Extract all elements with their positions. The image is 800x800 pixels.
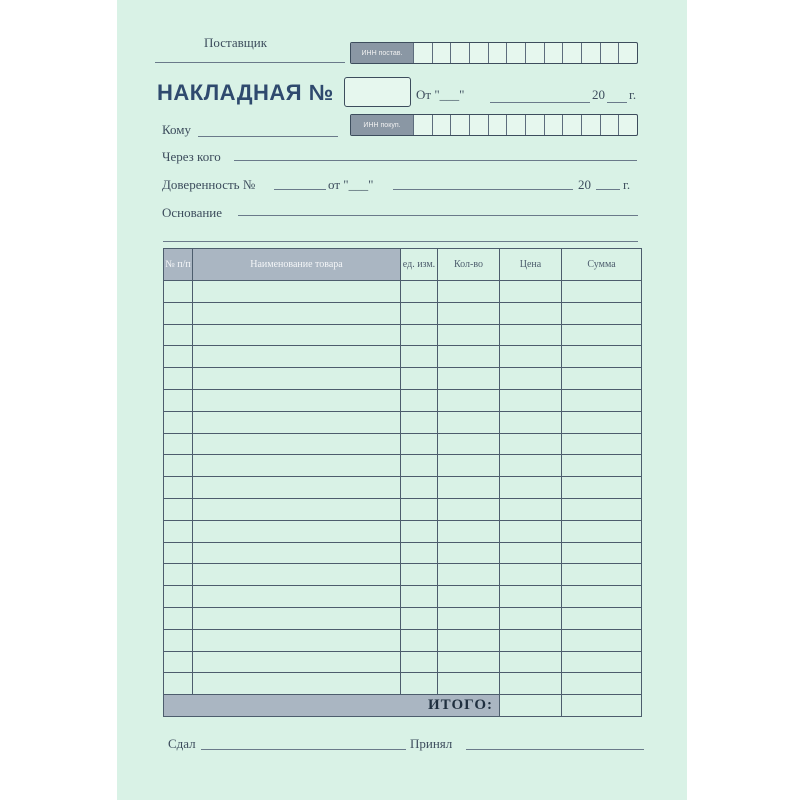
cell-quantity[interactable] xyxy=(438,346,500,368)
proxy-number-line[interactable] xyxy=(274,189,326,190)
cell-product[interactable] xyxy=(193,411,401,433)
cell-number[interactable] xyxy=(164,520,193,542)
cell-price[interactable] xyxy=(500,281,562,303)
cell-price[interactable] xyxy=(500,498,562,520)
date-month-line[interactable] xyxy=(490,102,590,103)
table-row xyxy=(164,477,642,499)
cell-unit[interactable] xyxy=(401,564,438,586)
cell-unit[interactable] xyxy=(401,324,438,346)
table-row xyxy=(164,411,642,433)
cell-unit[interactable] xyxy=(401,607,438,629)
cell-price[interactable] xyxy=(500,368,562,390)
cell-number[interactable] xyxy=(164,302,193,324)
cell-price[interactable] xyxy=(500,302,562,324)
basis-label: Основание xyxy=(162,205,223,220)
cell-product[interactable] xyxy=(193,498,401,520)
cell-price[interactable] xyxy=(500,346,562,368)
cell-product[interactable] xyxy=(193,455,401,477)
table-row xyxy=(164,564,642,586)
cell-quantity[interactable] xyxy=(438,498,500,520)
cell-product[interactable] xyxy=(193,346,401,368)
cell-sum[interactable] xyxy=(562,324,642,346)
invoice-number-field[interactable] xyxy=(344,77,411,107)
cell-unit[interactable] xyxy=(401,542,438,564)
cell-unit[interactable] xyxy=(401,673,438,695)
table-row xyxy=(164,324,642,346)
cell-number[interactable] xyxy=(164,607,193,629)
proxy-year-line[interactable] xyxy=(596,189,620,190)
cell-quantity[interactable] xyxy=(438,477,500,499)
cell-product[interactable] xyxy=(193,629,401,651)
cell-number[interactable] xyxy=(164,455,193,477)
cell-quantity[interactable] xyxy=(438,607,500,629)
cell-quantity[interactable] xyxy=(438,324,500,346)
inn-supplier-field[interactable] xyxy=(350,42,638,64)
cell-product[interactable] xyxy=(193,433,401,455)
cell-sum[interactable] xyxy=(562,411,642,433)
cell-unit[interactable] xyxy=(401,477,438,499)
basis-line-2[interactable] xyxy=(163,241,638,242)
total-sum-cell[interactable] xyxy=(562,695,642,717)
table-row xyxy=(164,586,642,608)
basis-line[interactable] xyxy=(238,215,638,216)
year-label: 20 xyxy=(592,87,605,102)
cell-price[interactable] xyxy=(500,455,562,477)
supplier-label: Поставщик xyxy=(204,35,268,50)
cell-product[interactable] xyxy=(193,607,401,629)
cell-unit[interactable] xyxy=(401,520,438,542)
cell-sum[interactable] xyxy=(562,368,642,390)
cell-quantity[interactable] xyxy=(438,411,500,433)
cell-product[interactable] xyxy=(193,542,401,564)
cell-unit[interactable] xyxy=(401,455,438,477)
cell-number[interactable] xyxy=(164,498,193,520)
supplier-line[interactable] xyxy=(155,62,345,63)
cell-number[interactable] xyxy=(164,346,193,368)
cell-price[interactable] xyxy=(500,673,562,695)
cell-quantity[interactable] xyxy=(438,520,500,542)
cell-quantity[interactable] xyxy=(438,302,500,324)
total-label: ИТОГО: xyxy=(164,695,500,717)
cell-sum[interactable] xyxy=(562,389,642,411)
proxy-from-label: от "___" xyxy=(328,177,374,192)
cell-sum[interactable] xyxy=(562,673,642,695)
table-row xyxy=(164,673,642,695)
via-line[interactable] xyxy=(234,160,637,161)
cell-product[interactable] xyxy=(193,651,401,673)
cell-product[interactable] xyxy=(193,302,401,324)
cell-quantity[interactable] xyxy=(438,542,500,564)
cell-price[interactable] xyxy=(500,564,562,586)
table-row xyxy=(164,433,642,455)
cell-product[interactable] xyxy=(193,281,401,303)
table-total-row xyxy=(164,695,642,717)
to-label: Кому xyxy=(162,122,192,137)
cell-price[interactable] xyxy=(500,542,562,564)
table-row xyxy=(164,629,642,651)
table-row xyxy=(164,651,642,673)
document-title: НАКЛАДНАЯ № xyxy=(157,80,334,105)
cell-quantity[interactable] xyxy=(438,368,500,390)
cell-unit[interactable] xyxy=(401,302,438,324)
cell-price[interactable] xyxy=(500,433,562,455)
table-row xyxy=(164,389,642,411)
inn-buyer-field[interactable] xyxy=(350,114,638,136)
cell-number[interactable] xyxy=(164,389,193,411)
cell-unit[interactable] xyxy=(401,346,438,368)
handed-signature-line[interactable] xyxy=(201,749,406,750)
cell-number[interactable] xyxy=(164,542,193,564)
proxy-label: Доверенность № xyxy=(162,177,256,192)
cell-sum[interactable] xyxy=(562,477,642,499)
cell-product[interactable] xyxy=(193,368,401,390)
table-row xyxy=(164,455,642,477)
total-price-cell[interactable] xyxy=(500,695,562,717)
cell-unit[interactable] xyxy=(401,586,438,608)
cell-price[interactable] xyxy=(500,324,562,346)
cell-number[interactable] xyxy=(164,324,193,346)
cell-sum[interactable] xyxy=(562,346,642,368)
cell-sum[interactable] xyxy=(562,520,642,542)
cell-sum[interactable] xyxy=(562,607,642,629)
table-header-row xyxy=(164,249,642,281)
cell-unit[interactable] xyxy=(401,498,438,520)
cell-unit[interactable] xyxy=(401,411,438,433)
table-row xyxy=(164,498,642,520)
cell-price[interactable] xyxy=(500,520,562,542)
cell-price[interactable] xyxy=(500,607,562,629)
cell-sum[interactable] xyxy=(562,586,642,608)
cell-unit[interactable] xyxy=(401,281,438,303)
col-header-price: Цена xyxy=(500,249,562,281)
cell-sum[interactable] xyxy=(562,302,642,324)
table-row xyxy=(164,368,642,390)
cell-product[interactable] xyxy=(193,564,401,586)
table-row xyxy=(164,607,642,629)
date-from-label: От "___" xyxy=(416,87,465,102)
cell-product[interactable] xyxy=(193,324,401,346)
cell-sum[interactable] xyxy=(562,564,642,586)
cell-quantity[interactable] xyxy=(438,673,500,695)
col-header-number: № п/п xyxy=(164,249,193,281)
cell-price[interactable] xyxy=(500,411,562,433)
to-line[interactable] xyxy=(198,136,338,137)
cell-price[interactable] xyxy=(500,651,562,673)
received-signature-line[interactable] xyxy=(466,749,644,750)
cell-number[interactable] xyxy=(164,411,193,433)
cell-unit[interactable] xyxy=(401,629,438,651)
cell-quantity[interactable] xyxy=(438,564,500,586)
cell-number[interactable] xyxy=(164,586,193,608)
cell-number[interactable] xyxy=(164,368,193,390)
cell-sum[interactable] xyxy=(562,281,642,303)
cell-unit[interactable] xyxy=(401,433,438,455)
cell-quantity[interactable] xyxy=(438,389,500,411)
cell-product[interactable] xyxy=(193,520,401,542)
inn-supplier-tag: ИНН постав. xyxy=(351,43,413,63)
cell-price[interactable] xyxy=(500,477,562,499)
table-row xyxy=(164,346,642,368)
cell-number[interactable] xyxy=(164,651,193,673)
cell-sum[interactable] xyxy=(562,498,642,520)
cell-quantity[interactable] xyxy=(438,629,500,651)
year-suffix: г. xyxy=(629,87,637,102)
cell-quantity[interactable] xyxy=(438,281,500,303)
cell-price[interactable] xyxy=(500,586,562,608)
cell-price[interactable] xyxy=(500,389,562,411)
cell-product[interactable] xyxy=(193,477,401,499)
cell-unit[interactable] xyxy=(401,368,438,390)
received-label: Принял xyxy=(410,736,453,751)
cell-quantity[interactable] xyxy=(438,455,500,477)
table-row xyxy=(164,520,642,542)
proxy-date-line[interactable] xyxy=(393,189,573,190)
cell-number[interactable] xyxy=(164,673,193,695)
handed-label: Сдал xyxy=(168,736,196,751)
via-label: Через кого xyxy=(162,149,221,164)
proxy-year-suffix: г. xyxy=(623,177,631,192)
cell-quantity[interactable] xyxy=(438,651,500,673)
cell-price[interactable] xyxy=(500,629,562,651)
cell-number[interactable] xyxy=(164,433,193,455)
cell-quantity[interactable] xyxy=(438,586,500,608)
cell-sum[interactable] xyxy=(562,433,642,455)
table-row xyxy=(164,302,642,324)
table-row xyxy=(164,281,642,303)
table-row xyxy=(164,542,642,564)
cell-unit[interactable] xyxy=(401,389,438,411)
cell-number[interactable] xyxy=(164,477,193,499)
col-header-unit: ед. изм. xyxy=(401,249,438,281)
cell-sum[interactable] xyxy=(562,629,642,651)
cell-sum[interactable] xyxy=(562,651,642,673)
cell-product[interactable] xyxy=(193,586,401,608)
cell-sum[interactable] xyxy=(562,455,642,477)
cell-unit[interactable] xyxy=(401,651,438,673)
year-line[interactable] xyxy=(607,102,627,103)
goods-table xyxy=(163,248,642,717)
col-header-product: Наименование товара xyxy=(193,249,401,281)
col-header-quantity: Кол-во xyxy=(438,249,500,281)
cell-number[interactable] xyxy=(164,281,193,303)
col-header-sum: Сумма xyxy=(562,249,642,281)
cell-product[interactable] xyxy=(193,673,401,695)
proxy-year-label: 20 xyxy=(578,177,591,192)
cell-quantity[interactable] xyxy=(438,433,500,455)
cell-number[interactable] xyxy=(164,629,193,651)
cell-number[interactable] xyxy=(164,564,193,586)
inn-buyer-tag: ИНН покуп. xyxy=(351,115,413,135)
cell-sum[interactable] xyxy=(562,542,642,564)
table-body xyxy=(164,281,642,695)
cell-product[interactable] xyxy=(193,389,401,411)
